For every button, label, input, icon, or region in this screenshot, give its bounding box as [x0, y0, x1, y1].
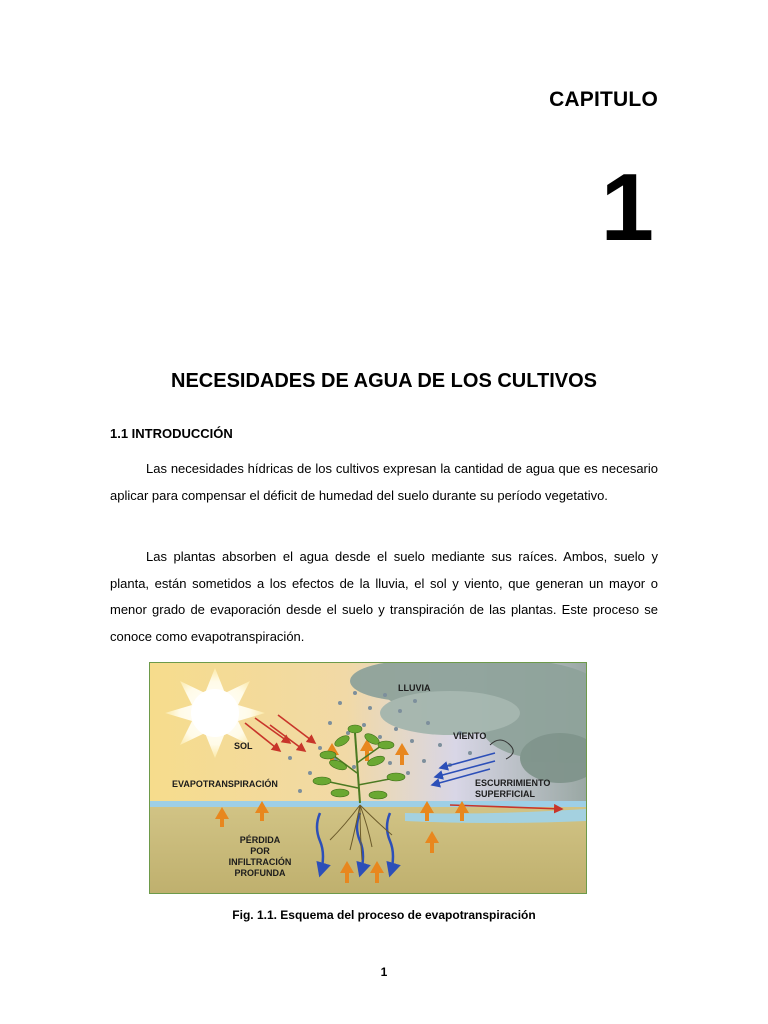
section-heading: 1.1 INTRODUCCIÓN	[110, 426, 233, 441]
paragraph-2: Las plantas absorben el agua desde el suelo mediante sus raíces. Ambos, suelo y planta, están sometidos a los efectos de la lluvia, el sol y viento, que generan un mayor o menor grado de evaporación desde el suelo y transpiración de las plantas. Este proceso se conoce como evapotranspiración.	[110, 549, 658, 644]
paragraph-1: Las necesidades hídricas de los cultivos expresan la cantidad de agua que es necesario aplicar para compensar el déficit de humedad del suelo durante su período vegetativo.	[110, 461, 658, 503]
label-evapotranspiracion: EVAPOTRANSPIRACIÓN	[172, 779, 278, 789]
chapter-label: CAPITULO	[549, 88, 658, 111]
chapter-number: 1	[600, 154, 654, 261]
page-number: 1	[380, 965, 388, 979]
label-superficial: SUPERFICIAL	[475, 789, 536, 799]
surface-water	[150, 801, 586, 807]
figure-caption: Fig. 1.1. Esquema del proceso de evapotranspiración	[232, 908, 536, 922]
label-infiltracion: INFILTRACIÓN	[228, 857, 292, 867]
label-profunda: PROFUNDA	[234, 868, 286, 878]
label-viento: VIENTO	[453, 731, 487, 741]
label-sol: SOL	[234, 741, 253, 751]
label-escurrimiento: ESCURRIMIENTO	[475, 778, 551, 788]
label-perdida: PÉRDIDA	[239, 835, 281, 845]
chapter-title: NECESIDADES DE AGUA DE LOS CULTIVOS	[171, 370, 597, 392]
label-por: POR	[250, 846, 270, 856]
label-lluvia: LLUVIA	[398, 683, 431, 693]
evapotranspiration-diagram	[149, 662, 587, 894]
